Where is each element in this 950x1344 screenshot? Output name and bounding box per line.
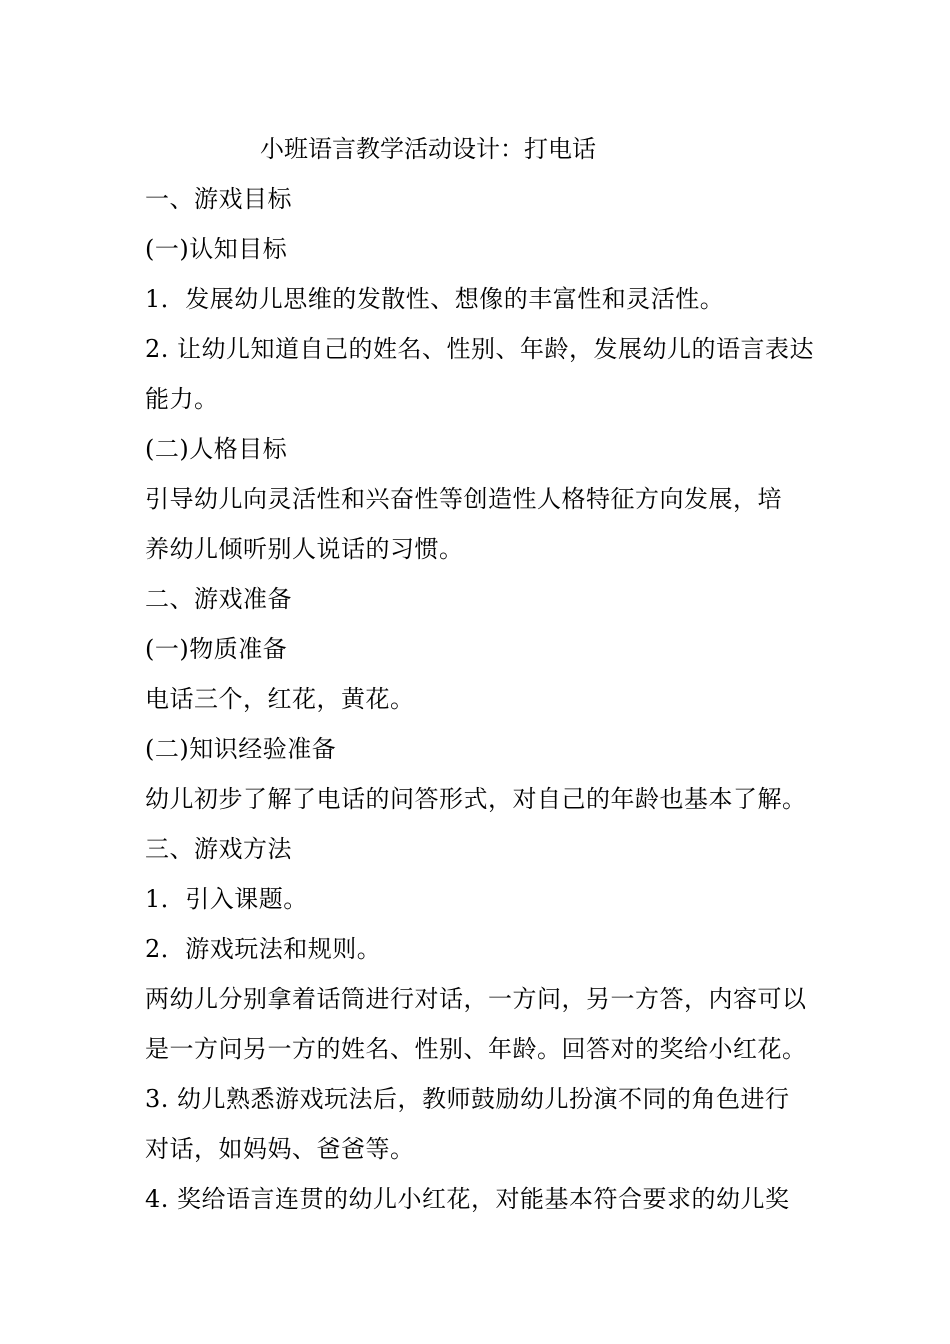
text-line: 4. 奖给语言连贯的幼儿小红花，对能基本符合要求的幼儿奖 <box>145 1185 790 1213</box>
text-line: 一、游戏目标 <box>145 185 292 213</box>
text-line: 三、游戏方法 <box>145 835 292 863</box>
text-line: (一)物质准备 <box>145 635 288 663</box>
text-line: (二)人格目标 <box>145 435 288 463</box>
text-line: (二)知识经验准备 <box>145 735 337 763</box>
text-line: 是一方问另一方的姓名、性别、年龄。回答对的奖给小红花。 <box>145 1035 807 1063</box>
text-line: 对话，如妈妈、爸爸等。 <box>145 1135 415 1163</box>
document-page <box>145 124 835 1224</box>
text-line: 3. 幼儿熟悉游戏玩法后，教师鼓励幼儿扮演不同的角色进行 <box>145 1085 790 1113</box>
text-line: 二、游戏准备 <box>145 585 292 613</box>
text-line: 能力。 <box>145 385 219 413</box>
document-title: 小班语言教学活动设计：打电话 <box>260 135 596 163</box>
text-line: 电话三个，红花，黄花。 <box>145 685 415 713</box>
text-line: (一)认知目标 <box>145 235 288 263</box>
text-line: 2．游戏玩法和规则。 <box>145 935 382 963</box>
text-line: 1．引入课题。 <box>145 885 308 913</box>
text-line: 养幼儿倾听别人说话的习惯。 <box>145 535 464 563</box>
text-line: 两幼儿分别拿着话筒进行对话，一方问，另一方答，内容可以 <box>145 985 807 1013</box>
text-line: 1．发展幼儿思维的发散性、想像的丰富性和灵活性。 <box>145 285 725 313</box>
text-line: 幼儿初步了解了电话的问答形式，对自己的年龄也基本了解。 <box>145 785 807 813</box>
text-line: 引导幼儿向灵活性和兴奋性等创造性人格特征方向发展，培 <box>145 485 782 513</box>
text-line: 2. 让幼儿知道自己的姓名、性别、年龄，发展幼儿的语言表达 <box>145 335 815 363</box>
